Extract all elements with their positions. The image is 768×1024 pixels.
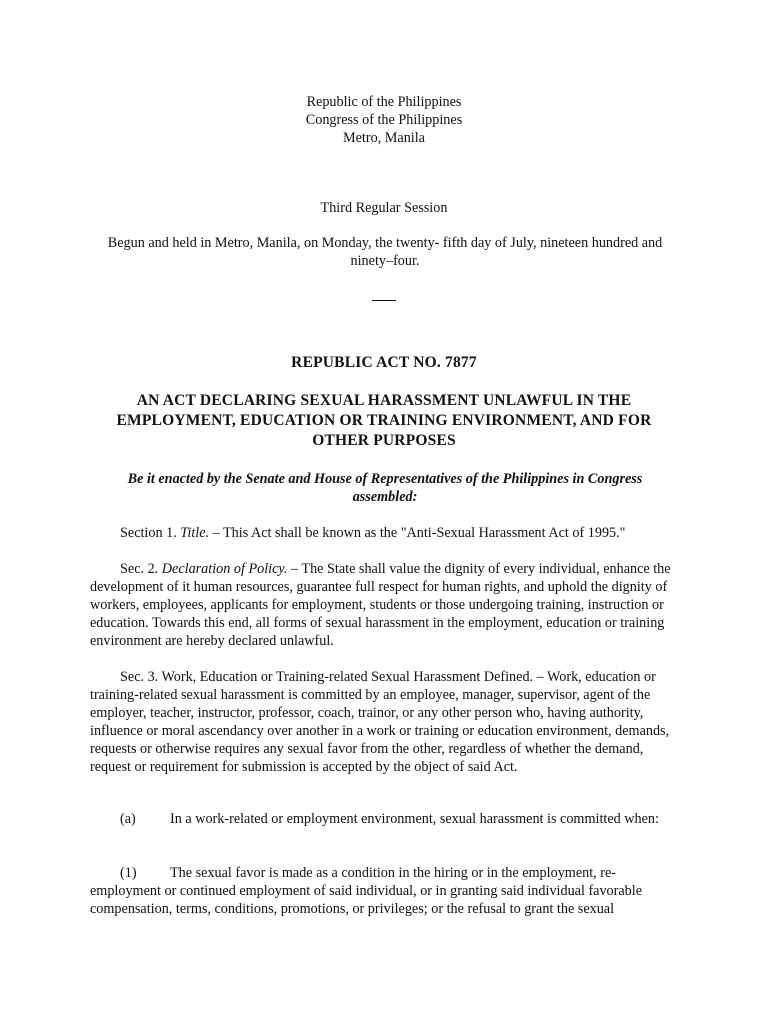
item-1-text: The sexual favor is made as a condition in the hiring or in the employment, re-employment or continued employment of said individual, or in granting said individual favorable compensation, terms, conditions, promotions, or privileges; or the refusal to grant the sexual (90, 865, 643, 917)
section-3-text: Sec. 3. Work, Education or Training-related Sexual Harassment Defined. – Work, education or training-related sexual harassment is committed by an employee, manager, supervisor, agent of the employer, teacher, instructor, professor, coach, trainor, or any other person who, having authority, influence or moral ascendancy over another in a work or training or education environment, demands, requests or otherwise requires any sexual favor from the other, regardless of whether the demand, request or requirement for submission is accepted by the object of said Act. (90, 669, 670, 775)
item-a-text: In a work-related or employment environment, sexual harassment is committed when: (170, 811, 659, 827)
item-1 (90, 864, 678, 918)
section-2-text: – The State shall value the dignity of every individual, enhance the development of it human resources, guarantee full respect for human rights, and uphold the dignity of workers, employees, applicants for employment, students or those undergoing training, instruction or education. Towards this end, all forms of sexual harassment in the employment, education or training environment are hereby declared unlawful. (90, 561, 671, 649)
item-a (90, 810, 678, 828)
section-1-text: – This Act shall be known as the "Anti-Sexual Harassment Act of 1995." (209, 525, 626, 541)
section-1-heading: Title. (180, 525, 210, 541)
header-block (0, 93, 768, 147)
header-republic: Republic of the Philippines (306, 94, 462, 110)
section-2 (90, 560, 678, 650)
section-1 (90, 524, 678, 542)
item-a-label: (a) (120, 811, 136, 827)
section-2-heading: Declaration of Policy. (161, 561, 288, 577)
header-congress: Congress of the Philippines (305, 112, 463, 128)
item-1-label: (1) (120, 865, 137, 881)
begun-line: Begun and held in Metro, Manila, on Monday, the twenty- fifth day of July, nineteen hundred and ninety–four. (107, 235, 663, 269)
act-title: AN ACT DECLARING SEXUAL HARASSMENT UNLAWFUL IN THE EMPLOYMENT, EDUCATION OR TRAINING ENVIRONMENT, AND FOR OTHER PURPOSES (116, 392, 652, 449)
section-1-prefix: Section 1. (120, 525, 181, 541)
session-line: Third Regular Session (320, 200, 448, 216)
enacting-clause: Be it enacted by the Senate and House of Representatives of the Philippines in Congress assembled: (127, 471, 643, 505)
section-3 (90, 668, 678, 776)
section-2-prefix: Sec. 2. (120, 561, 162, 577)
separator-rule (372, 300, 396, 301)
header-location: Metro, Manila (343, 130, 425, 146)
act-number: REPUBLIC ACT NO. 7877 (291, 354, 477, 371)
